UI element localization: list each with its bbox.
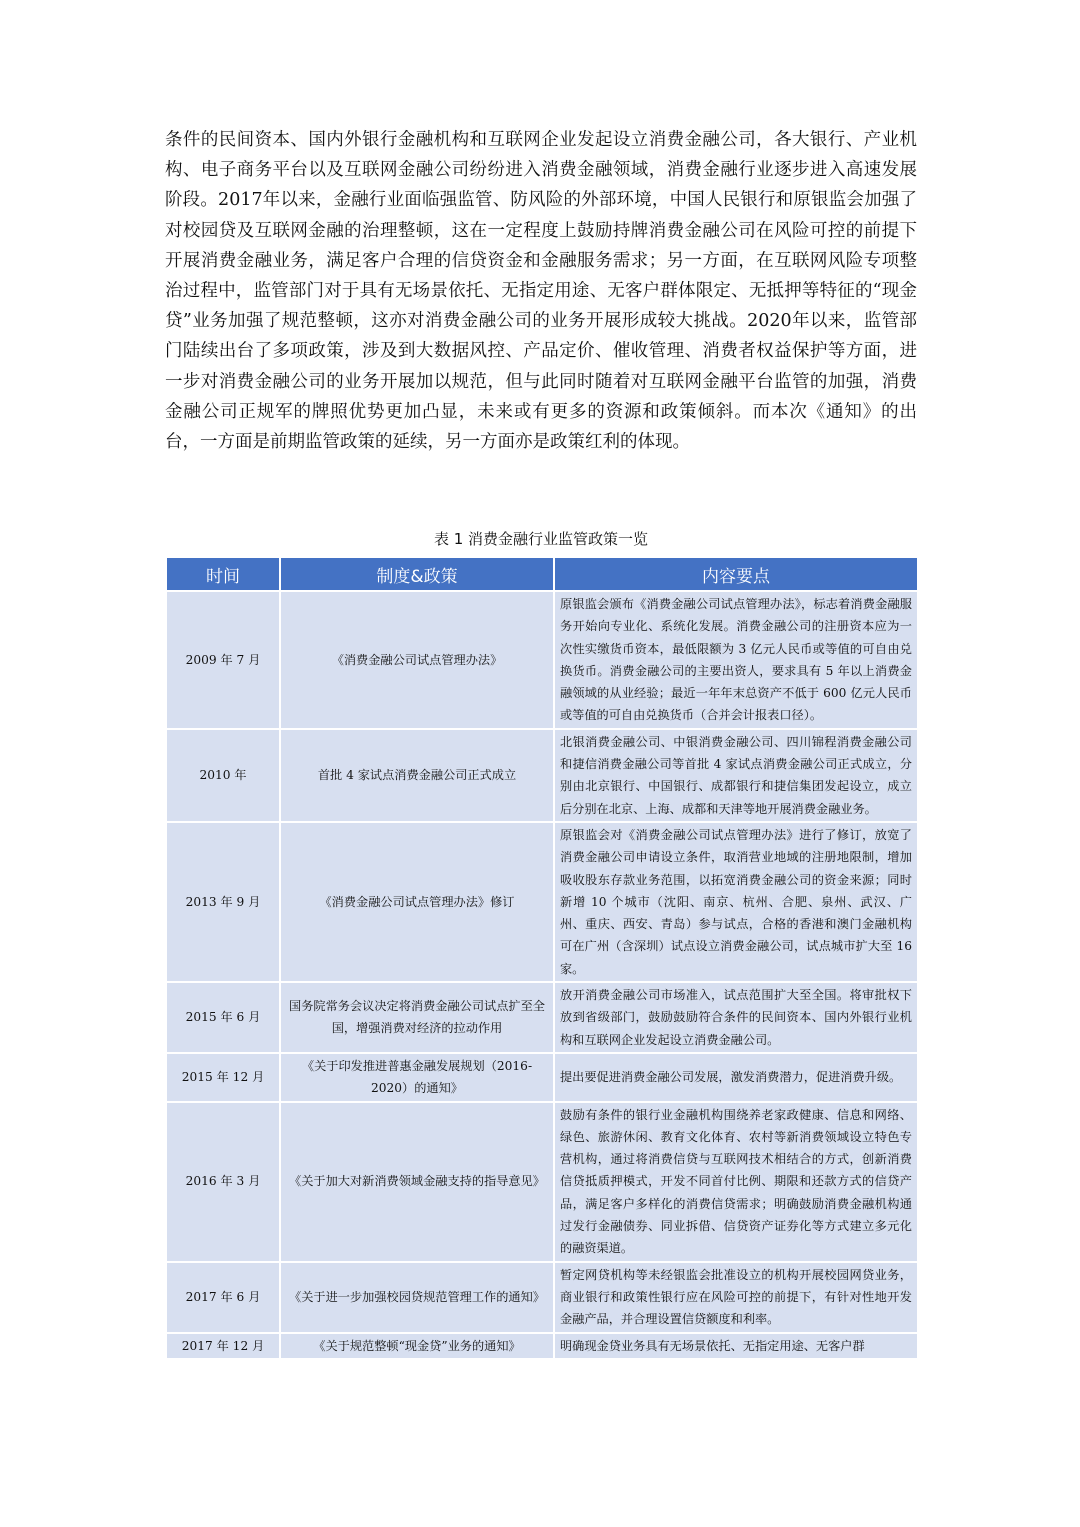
table-header-row [166,557,918,591]
cell-time: 2015 年 12 月 [166,1053,280,1102]
header-time: 时间 [166,557,280,591]
cell-policy: 《消费金融公司试点管理办法》修订 [280,822,554,982]
table-row [166,1053,918,1102]
cell-content: 暂定网贷机构等未经银监会批准设立的机构开展校园网贷业务，商业银行和政策性银行应在风险可控的前提下，有针对性地开发金融产品，并合理设置信贷额度和利率。 [554,1262,918,1333]
table-row [166,1262,918,1333]
cell-time: 2016 年 3 月 [166,1102,280,1262]
header-content: 内容要点 [554,557,918,591]
cell-time: 2010 年 [166,729,280,822]
cell-content: 鼓励有条件的银行业金融机构围绕养老家政健康、信息和网络、绿色、旅游休闲、教育文化体育、农村等新消费领域设立特色专营机构，通过将消费信贷与互联网技术相结合的方式，创新消费信贷抵质押模式，开发不同首付比例、期限和还款方式的信贷产品，满足客户多样化的消费信贷需求；明确鼓励消费金融机构通过发行金融债券、同业拆借、信贷资产证券化等方式建立多元化的融资渠道。 [554,1102,918,1262]
policy-table [165,556,919,1360]
cell-policy: 《关于进一步加强校园贷规范管理工作的通知》 [280,1262,554,1333]
cell-policy: 《关于加大对新消费领域金融支持的指导意见》 [280,1102,554,1262]
cell-time: 2017 年 12 月 [166,1333,280,1359]
table-row [166,822,918,982]
cell-content: 北银消费金融公司、中银消费金融公司、四川锦程消费金融公司和捷信消费金融公司等首批 4 家试点消费金融公司正式成立，分别由北京银行、中国银行、成都银行和捷信集团发起设立，成立后分别在北京、上海、成都和天津等地开展消费金融业务。 [554,729,918,822]
cell-policy: 《关于规范整顿“现金贷”业务的通知》 [280,1333,554,1359]
body-paragraph: 条件的民间资本、国内外银行金融机构和互联网企业发起设立消费金融公司，各大银行、产业机构、电子商务平台以及互联网金融公司纷纷进入消费金融领域，消费金融行业逐步进入高速发展阶段。2017年以来，金融行业面临强监管、防风险的外部环境，中国人民银行和原银监会加强了对校园贷及互联网金融的治理整顿，这在一定程度上鼓励持牌消费金融公司在风险可控的前提下开展消费金融业务，满足客户合理的信贷资金和金融服务需求；另一方面，在互联网风险专项整治过程中，监管部门对于具有无场景依托、无指定用途、无客户群体限定、无抵押等特征的“现金贷”业务加强了规范整顿，这亦对消费金融公司的业务开展形成较大挑战。2020年以来，监管部门陆续出台了多项政策，涉及到大数据风控、产品定价、催收管理、消费者权益保护等方面，进一步对消费金融公司的业务开展加以规范，但与此同时随着对互联网金融平台监管的加强，消费金融公司正规军的牌照优势更加凸显，未来或有更多的资源和政策倾斜。而本次《通知》的出台，一方面是前期监管政策的延续，另一方面亦是政策红利的体现。 [165,130,917,453]
table-row [166,729,918,822]
cell-time: 2009 年 7 月 [166,591,280,729]
cell-policy: 《关于印发推进普惠金融发展规划（2016-2020）的通知》 [280,1053,554,1102]
cell-content: 原银监会对《消费金融公司试点管理办法》进行了修订，放宽了消费金融公司申请设立条件，取消营业地域的注册地限制，增加吸收股东存款业务范围，以拓宽消费金融公司的资金来源；同时新增 10 个城市（沈阳、南京、杭州、合肥、泉州、武汉、广州、重庆、西安、青岛）参与试点，合格的香港和澳门金融机构可在广州（含深圳）试点设立消费金融公司，试点城市扩大至 16 家。 [554,822,918,982]
cell-content: 原银监会颁布《消费金融公司试点管理办法》，标志着消费金融服务开始向专业化、系统化发展。消费金融公司的注册资本应为一次性实缴货币资本，最低限额为 3 亿元人民币或等值的可自由兑换货币。消费金融公司的主要出资人，要求具有 5 年以上消费金融领域的从业经验；最近一年年末总资产不低于 600 亿元人民币或等值的可自由兑换货币（合并会计报表口径）。 [554,591,918,729]
cell-policy: 国务院常务会议决定将消费金融公司试点扩至全国，增强消费对经济的拉动作用 [280,982,554,1053]
cell-policy: 首批 4 家试点消费金融公司正式成立 [280,729,554,822]
cell-content: 提出要促进消费金融公司发展，激发消费潜力，促进消费升级。 [554,1053,918,1102]
table-row [166,1102,918,1262]
cell-content: 放开消费金融公司市场准入，试点范围扩大至全国。将审批权下放到省级部门，鼓励鼓励符合条件的民间资本、国内外银行业机构和互联网企业发起设立消费金融公司。 [554,982,918,1053]
table-row [166,982,918,1053]
table-row [166,591,918,729]
table-caption: 表 1 消费金融行业监管政策一览 [433,530,649,548]
cell-time: 2017 年 6 月 [166,1262,280,1333]
cell-content: 明确现金贷业务具有无场景依托、无指定用途、无客户群 [554,1333,918,1359]
cell-policy: 《消费金融公司试点管理办法》 [280,591,554,729]
header-policy: 制度&政策 [280,557,554,591]
table-row [166,1333,918,1359]
cell-time: 2013 年 9 月 [166,822,280,982]
cell-time: 2015 年 6 月 [166,982,280,1053]
